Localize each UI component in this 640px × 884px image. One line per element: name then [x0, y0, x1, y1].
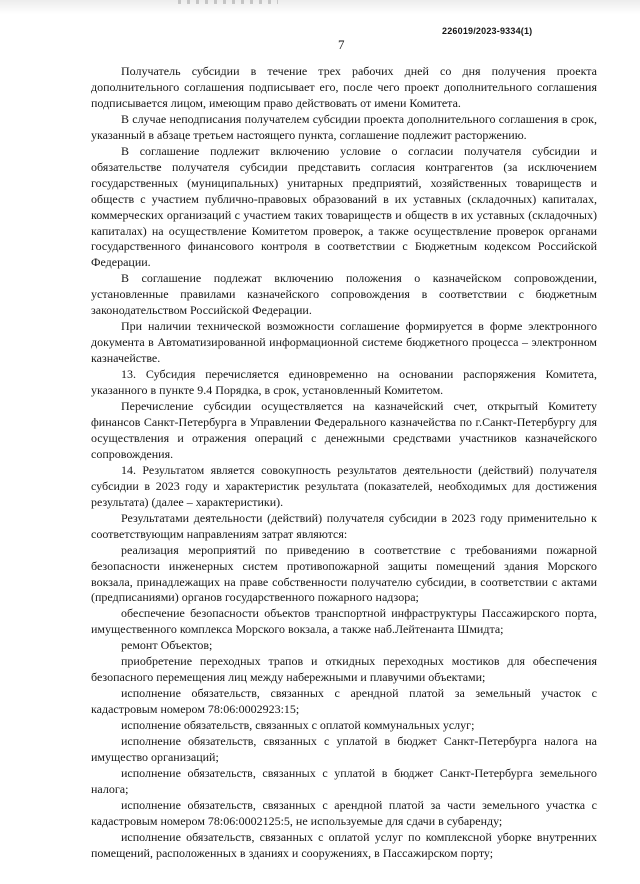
paragraph: реализация мероприятий по приведению в соответствие с требованиями пожарной безопасности инженерных систем противопожарной защиты помещений здания Морского вокзала, принадлежащих на праве собственности получателю субсидии, в соответствии с актами (предписаниями) органов государственного пожарного надзора;: [91, 542, 597, 605]
page-number: 7: [338, 37, 345, 52]
paragraph: исполнение обязательств, связанных с арендной платой за земельный участок с кадастровым номером 78:06:0002923:15;: [91, 686, 597, 717]
paragraph: приобретение переходных трапов и откидных переходных мостиков для обеспечения безопасного перемещения лиц между набережными и плавучими объектами;: [91, 654, 597, 685]
paragraph: Получатель субсидии в течение трех рабочих дней со дня получения проекта дополнительного соглашения подписывает его, после чего проект дополнительного соглашения подписывается лицом, имеющим право действовать от имени Комитета.: [91, 64, 597, 110]
paragraph: исполнение обязательств, связанных с оплатой коммунальных услуг;: [121, 718, 475, 733]
paragraph: Перечисление субсидии осуществляется на казначейский счет, открытый Комитету финансов Санкт-Петербурга в Управлении Федерального казначейства по г.Санкт-Петербургу для осуществления и отражения операций с денежными средствами участников казначейского сопровождения.: [91, 399, 597, 461]
paragraph: ремонт Объектов;: [121, 638, 213, 653]
scan-top-edge: [0, 0, 640, 14]
paragraph: В соглашение подлежит включению условие о согласии получателя субсидии и обязательстве получателя субсидии представить согласия контрагентов (за исключением государственных (муниципальных) унитарных предприятий, хозяйственных товариществ и обществ с участием публично-правовых образований в их уставных (складочных) капиталах, коммерческих организаций с участием таких товариществ и обществ в их уставных (складочных) капиталах) на осуществление Комитетом проверок, а также осуществление проверок органами государственного финансового контроля в соответствии с Бюджетным кодексом Российской Федерации.: [91, 143, 597, 270]
paragraph: В соглашение подлежат включению положения о казначейском сопровождении, установленные правилами казначейского сопровождения в соответствии с бюджетным законодательством Российской Федерации.: [91, 271, 597, 318]
paragraph: 13. Субсидия перечисляется единовременно на основании распоряжения Комитета, указанного в пункте 9.4 Порядка, в срок, установленный Комитетом.: [91, 367, 597, 398]
paragraph: В случае неподписания получателем субсидии проекта дополнительного соглашения в срок, указанный в абзаце третьем настоящего пункта, соглашение подлежит расторжению.: [91, 111, 597, 142]
document-body: [91, 64, 597, 862]
document-registration-number: 226019/2023-9334(1): [442, 26, 533, 36]
scan-specks: [178, 0, 278, 4]
paragraph: Результатами деятельности (действий) получателя субсидии в 2023 году применительно к соответствующим направлениям затрат являются:: [91, 510, 597, 541]
paragraph: исполнение обязательств, связанных с уплатой в бюджет Санкт-Петербурга налога на имущество организаций;: [91, 734, 597, 764]
paragraph: обеспечение безопасности объектов транспортной инфраструктуры Пассажирского порта, имущественного комплекса Морского вокзала, а также наб.Лейтенанта Шмидта;: [91, 606, 597, 637]
paragraph: исполнение обязательств, связанных с арендной платой за части земельного участка с кадастровым номером 78:06:0002125:5, не используемые для сдачи в субаренду;: [91, 797, 597, 828]
paragraph: 14. Результатом является совокупность результатов деятельности (действий) получателя субсидии в 2023 году и характеристик результата (показателей, необходимых для достижения результата) (далее – характеристики).: [91, 462, 597, 509]
paragraph: исполнение обязательств, связанных с уплатой в бюджет Санкт-Петербурга земельного налога;: [91, 765, 597, 796]
paragraph: При наличии технической возможности соглашение формируется в форме электронного документа в Автоматизированной информационной системе бюджетного процесса – электронном казначействе.: [91, 319, 597, 366]
paragraph: исполнение обязательств, связанных с оплатой услуг по комплексной уборке внутренних помещений, расположенных в зданиях и сооружениях, в Пассажирском порту;: [91, 829, 597, 860]
